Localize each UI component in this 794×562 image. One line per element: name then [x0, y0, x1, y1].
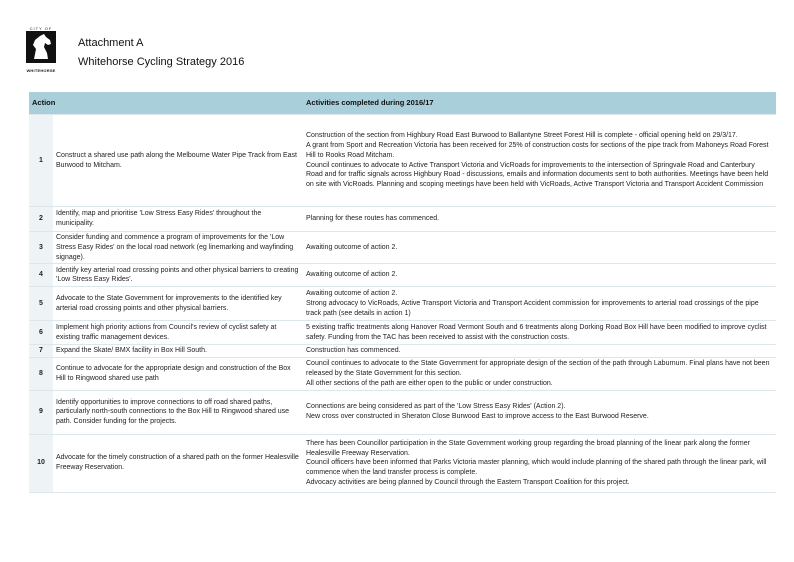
action-description: Identify opportunities to improve connections to off road shared paths, particularly north-south connections to the Box Hill to Ringwood shared use path. Consider funding for the projects.	[53, 390, 303, 434]
attachment-label: Attachment A	[78, 37, 144, 49]
action-number: 10	[29, 434, 53, 492]
activities-completed	[303, 345, 776, 358]
whitehorse-logo	[26, 26, 56, 72]
table-row	[29, 434, 776, 492]
horse-head-icon	[26, 31, 56, 63]
action-description: Advocate for the timely construction of a shared path on the former Healesville Freeway Reservation.	[53, 434, 303, 492]
table-row	[29, 264, 776, 287]
action-number: 7	[29, 345, 53, 358]
action-number: 2	[29, 207, 53, 232]
activity-line: Awaiting outcome of action 2.	[306, 243, 398, 251]
activity-line: Planning for these routes has commenced.	[306, 215, 440, 223]
action-description: Continue to advocate for the appropriate design and construction of the Box Hill to Ringwood shared use path	[53, 358, 303, 390]
table-row	[29, 207, 776, 232]
activities-completed	[303, 115, 776, 207]
activity-line: Strong advocacy to VicRoads, Active Transport Victoria and Transport Accident commission for improvements to arterial road crossings of the pipe track path (see details in action 1)	[306, 299, 759, 317]
action-number: 6	[29, 321, 53, 345]
action-description: Advocate to the State Government for improvements to the identified key arterial road crossing points and other physical barriers.	[53, 287, 303, 321]
activities-completed	[303, 434, 776, 492]
column-header-action: Action	[29, 92, 303, 115]
table-row	[29, 358, 776, 390]
table-row	[29, 232, 776, 264]
action-number: 9	[29, 390, 53, 434]
activity-line: Advocacy activities are being planned by Council through the Eastern Transport Coalition for this project.	[306, 478, 630, 486]
document-title: Whitehorse Cycling Strategy 2016	[78, 56, 245, 68]
action-description: Construct a shared use path along the Melbourne Water Pipe Track from East Burwood to Mitcham.	[53, 115, 303, 207]
action-number: 1	[29, 115, 53, 207]
action-number: 3	[29, 232, 53, 264]
action-description: Implement high priority actions from Council's review of cyclist safety at existing traffic management devices.	[53, 321, 303, 345]
action-description: Identify, map and prioritise 'Low Stress Easy Rides' throughout the municipality.	[53, 207, 303, 232]
table-row	[29, 287, 776, 321]
action-number: 8	[29, 358, 53, 390]
activity-line: Council officers have been informed that Parks Victoria master planning, which would include planning of the shared path through the linear park, will commence when the land transfer process is complete.	[306, 459, 767, 477]
activities-completed	[303, 321, 776, 345]
activity-line: New cross over constructed in Sheraton Close Burwood East to improve access to the East Burwood Reserve.	[306, 413, 649, 421]
activities-completed	[303, 390, 776, 434]
activity-line: Council continues to advocate to Active Transport Victoria and VicRoads for improvements to the intersection of Springvale Road and Canterbury Road and for traffic signals across Highbury Road - discussions, emails and information documents sent to both authorities. Meetings have been held on site with VicRoads. Planning and scoping meetings have been held with VicRoads, Active Transport Victoria and Transport Accident Commission	[306, 161, 769, 189]
activity-line: 5 existing traffic treatments along Hanover Road Vermont South and 6 treatments along Dorking Road Box Hill have been modified to improve cyclist safety. Funding from the TAC has been received to assist with the construction costs.	[306, 324, 767, 341]
activities-completed	[303, 264, 776, 287]
activities-completed	[303, 207, 776, 232]
activity-line: All other sections of the path are either open to the public or under construction.	[306, 379, 553, 387]
activity-line: Awaiting outcome of action 2.	[306, 271, 398, 279]
activity-line: Awaiting outcome of action 2.	[306, 290, 398, 298]
table-row	[29, 390, 776, 434]
activity-line: Council continues to advocate to the State Government for appropriate design of the section of the path through Laburnum. Final plans have not been released by the State Government for this section.	[306, 360, 770, 378]
logo-city-of-text: CITY OF	[29, 26, 53, 31]
activities-completed	[303, 287, 776, 321]
table-row	[29, 345, 776, 358]
action-number: 5	[29, 287, 53, 321]
activities-completed	[303, 358, 776, 390]
column-header-activities: Activities completed during 2016/17	[303, 92, 776, 115]
table-row	[29, 115, 776, 207]
activity-line: Construction has commenced.	[306, 347, 401, 355]
cycling-strategy-table	[29, 92, 776, 493]
action-description: Expand the Skate/ BMX facility in Box Hill South.	[53, 345, 303, 358]
document-heading	[78, 34, 244, 72]
activity-line: There has been Councillor participation in the State Government working group regarding the broad planning of the linear park along the former Healesville Freeway Reservation.	[306, 439, 750, 457]
activity-line: Connections are being considered as part of the 'Low Stress Easy Rides' (Action 2).	[306, 403, 566, 411]
action-number: 4	[29, 264, 53, 287]
action-description: Consider funding and commence a program of improvements for the 'Low Stress Easy Rides' on the local road network (eg linemarking and wayfinding signage).	[53, 232, 303, 264]
logo-wordmark: WHITEHORSE	[26, 68, 56, 73]
activity-line: A grant from Sport and Recreation Victoria has been received for 25% of construction costs for sections of the pipe track from Mahoneys Road Forest Hill to Rooks Road Mitcham.	[306, 141, 769, 159]
activity-line: Construction of the section from Highbury Road East Burwood to Ballantyne Street Forest Hill is complete - official opening held on 29/3/17.	[306, 132, 738, 140]
action-description: Identify key arterial road crossing points and other physical barriers to creating 'Low Stress Easy Rides'.	[53, 264, 303, 287]
table-header-row	[29, 92, 776, 115]
table-row	[29, 321, 776, 345]
activities-completed	[303, 232, 776, 264]
